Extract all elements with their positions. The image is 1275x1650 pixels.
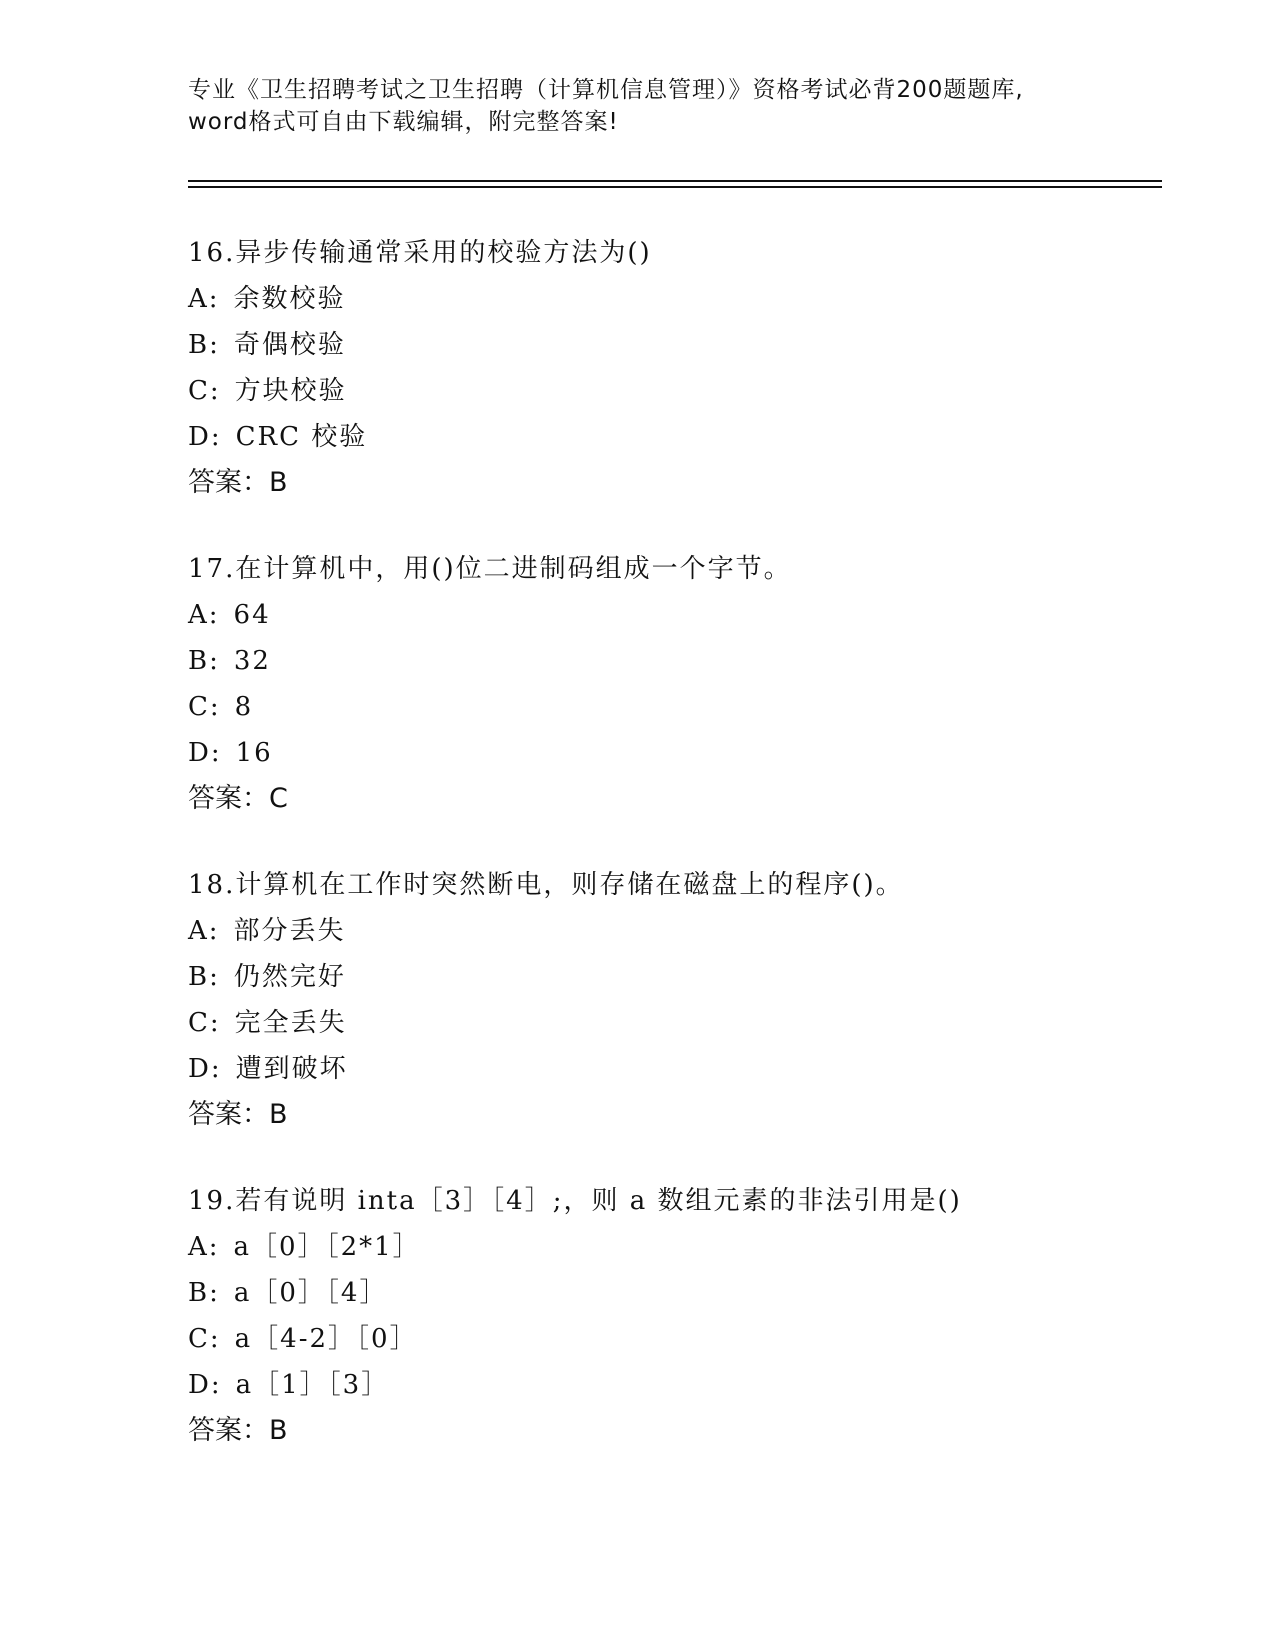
option-c [188,1316,1148,1362]
option-text: 部分丢失 [233,916,346,946]
option-d [188,1046,1148,1092]
option-b [188,322,1148,368]
header-divider-top [188,180,1162,182]
option-text: a［1］［3］ [235,1370,390,1400]
option-a [188,276,1148,322]
question-18 [188,862,1148,1138]
option-text: 遭到破坏 [235,1054,348,1084]
option-letter: B: [188,1278,220,1308]
option-text: 仍然完好 [233,962,346,992]
option-letter: C: [188,1008,221,1038]
answer-line: 答案：B [188,1415,288,1446]
option-a [188,592,1148,638]
option-letter: C: [188,1324,221,1354]
option-letter: D: [188,738,222,768]
option-text: a［0］［2*1］ [233,1232,421,1262]
option-c [188,684,1148,730]
option-letter: C: [188,692,221,722]
option-text: a［4-2］［0］ [234,1324,418,1354]
option-text: 64 [233,600,271,630]
document-header [188,74,1088,138]
option-letter: C: [188,376,221,406]
option-b [188,638,1148,684]
option-a [188,908,1148,954]
option-text: 8 [234,692,254,722]
option-letter: A: [188,284,220,314]
question-16 [188,230,1148,506]
question-title: 19.若有说明 inta［3］［4］;，则 a 数组元素的非法引用是() [188,1186,962,1216]
option-letter: B: [188,962,220,992]
option-c [188,368,1148,414]
option-letter: B: [188,330,220,360]
question-17 [188,546,1148,822]
option-letter: D: [188,1054,222,1084]
option-a [188,1224,1148,1270]
option-text: 余数校验 [233,284,346,314]
option-d [188,414,1148,460]
option-letter: A: [188,600,220,630]
header-line-1: 专业《卫生招聘考试之卫生招聘（计算机信息管理）》资格考试必背200题题库, [188,77,1024,103]
option-text: a［0］［4］ [233,1278,388,1308]
option-letter: B: [188,646,220,676]
answer-line: 答案：C [188,783,288,814]
option-letter: A: [188,916,220,946]
option-d [188,730,1148,776]
header-line-2: word格式可自由下载编辑，附完整答案! [188,109,619,135]
option-text: 32 [233,646,271,676]
option-text: 完全丢失 [234,1008,347,1038]
option-c [188,1000,1148,1046]
option-letter: D: [188,422,222,452]
option-text: 方块校验 [234,376,347,406]
answer-line: 答案：B [188,1099,288,1130]
option-letter: D: [188,1370,222,1400]
question-title: 18.计算机在工作时突然断电，则存储在磁盘上的程序()。 [188,870,904,900]
option-b [188,1270,1148,1316]
header-divider-bottom [188,186,1162,188]
question-title: 17.在计算机中，用()位二进制码组成一个字节。 [188,554,792,584]
option-text: CRC 校验 [235,422,368,452]
answer-line: 答案：B [188,467,288,498]
question-19 [188,1178,1148,1454]
option-d [188,1362,1148,1408]
option-letter: A: [188,1232,220,1262]
question-title: 16.异步传输通常采用的校验方法为() [188,238,652,268]
option-text: 奇偶校验 [233,330,346,360]
option-b [188,954,1148,1000]
option-text: 16 [235,738,273,768]
